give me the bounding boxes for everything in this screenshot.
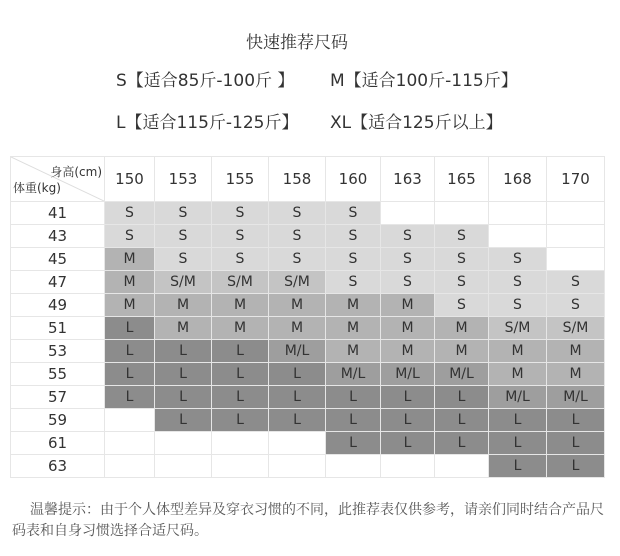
size-cell: L (435, 386, 489, 409)
size-cell: L (326, 386, 381, 409)
recommendation-m: M【适合100斤-115斤】 (330, 71, 518, 91)
size-cell: L (435, 432, 489, 455)
size-cell: S (547, 294, 605, 317)
size-cell: M (155, 294, 212, 317)
size-cell: M (326, 294, 381, 317)
size-cell: L (105, 317, 155, 340)
size-cell (489, 202, 547, 225)
size-cell: L (547, 455, 605, 478)
size-cell: L (269, 409, 326, 432)
size-cell: S (489, 271, 547, 294)
weight-label: 53 (11, 340, 105, 363)
table-row (11, 248, 605, 271)
height-header-160: 160 (326, 157, 381, 202)
size-cell: S (435, 271, 489, 294)
table-row (11, 202, 605, 225)
size-cell: S (547, 271, 605, 294)
size-cell: S (489, 294, 547, 317)
size-cell: S (269, 248, 326, 271)
size-cell (155, 432, 212, 455)
weight-label: 51 (11, 317, 105, 340)
table-row (11, 363, 605, 386)
header-row (11, 157, 605, 202)
size-cell: L (155, 386, 212, 409)
table-row (11, 271, 605, 294)
size-cell: S (381, 225, 435, 248)
size-cell: L (269, 386, 326, 409)
size-cell: S (105, 202, 155, 225)
size-cell: M/L (547, 386, 605, 409)
height-header-150: 150 (105, 157, 155, 202)
tip-note: 温馨提示：由于个人体型差异及穿衣习惯的不同，此推荐表仅供参考，请亲们同时结合产品尺码表和自身习惯选择合适尺码。 (12, 502, 604, 539)
size-cell: M (212, 317, 269, 340)
size-cell: L (381, 386, 435, 409)
size-cell: S (269, 202, 326, 225)
size-cell: S (269, 225, 326, 248)
size-cell: M (155, 317, 212, 340)
size-cell: S (381, 248, 435, 271)
size-cell: S/M (155, 271, 212, 294)
size-cell: S/M (547, 317, 605, 340)
size-cell: S (326, 271, 381, 294)
size-cell: M (212, 294, 269, 317)
size-cell (105, 409, 155, 432)
size-cell: S/M (212, 271, 269, 294)
size-cell: M (326, 317, 381, 340)
size-cell: S (489, 248, 547, 271)
size-cell: S (435, 248, 489, 271)
weight-label: 55 (11, 363, 105, 386)
size-cell: S (212, 248, 269, 271)
size-cell (547, 225, 605, 248)
size-cell: S (381, 271, 435, 294)
size-cell: S/M (489, 317, 547, 340)
size-cell: S (326, 202, 381, 225)
table-row (11, 455, 605, 478)
size-cell: L (489, 409, 547, 432)
size-cell: M/L (381, 363, 435, 386)
size-cell: M (105, 294, 155, 317)
recommendation-s: S【适合85斤-100斤 】 (116, 71, 295, 91)
size-cell: L (212, 409, 269, 432)
size-cell: L (381, 432, 435, 455)
size-cell (435, 202, 489, 225)
size-cell: M (326, 340, 381, 363)
page-title: 快速推荐尺码 (246, 33, 348, 53)
size-cell (435, 455, 489, 478)
size-cell: M (269, 294, 326, 317)
size-cell: S (212, 225, 269, 248)
size-cell: L (212, 386, 269, 409)
size-cell (547, 202, 605, 225)
size-cell: L (105, 340, 155, 363)
height-header-165: 165 (435, 157, 489, 202)
size-cell: M (489, 340, 547, 363)
size-cell: L (212, 340, 269, 363)
weight-label: 43 (11, 225, 105, 248)
size-cell: S (105, 225, 155, 248)
size-cell: L (155, 340, 212, 363)
weight-label: 63 (11, 455, 105, 478)
size-cell: M (489, 363, 547, 386)
height-header-155: 155 (212, 157, 269, 202)
table-row (11, 432, 605, 455)
size-cell: M (381, 340, 435, 363)
size-cell: M (381, 294, 435, 317)
table-row (11, 294, 605, 317)
size-cell (212, 432, 269, 455)
size-cell: S (155, 202, 212, 225)
size-cell: L (155, 409, 212, 432)
height-header-153: 153 (155, 157, 212, 202)
size-cell: L (326, 432, 381, 455)
height-axis-label: 身高(cm) (50, 165, 102, 179)
size-cell (105, 432, 155, 455)
size-cell: S (155, 248, 212, 271)
size-cell: L (381, 409, 435, 432)
size-cell: M/L (435, 363, 489, 386)
weight-axis-label: 体重(kg) (13, 181, 61, 195)
size-cell: M (269, 317, 326, 340)
size-cell: L (155, 363, 212, 386)
size-cell: L (489, 432, 547, 455)
size-cell: L (326, 409, 381, 432)
table-row (11, 386, 605, 409)
size-cell: M/L (326, 363, 381, 386)
size-cell: M (435, 340, 489, 363)
size-cell: S (435, 294, 489, 317)
height-header-163: 163 (381, 157, 435, 202)
height-header-168: 168 (489, 157, 547, 202)
size-cell: S/M (269, 271, 326, 294)
size-cell: S (435, 225, 489, 248)
table-row (11, 225, 605, 248)
size-cell: M (105, 271, 155, 294)
size-cell: L (547, 409, 605, 432)
weight-label: 41 (11, 202, 105, 225)
size-cell: L (105, 363, 155, 386)
weight-label: 45 (11, 248, 105, 271)
size-cell (269, 455, 326, 478)
size-cell: S (326, 248, 381, 271)
recommendation-xl: XL【适合125斤以上】 (330, 113, 503, 133)
size-chart-table (10, 156, 605, 478)
weight-label: 61 (11, 432, 105, 455)
size-cell: S (326, 225, 381, 248)
size-cell (326, 455, 381, 478)
size-cell: M (547, 363, 605, 386)
height-header-170: 170 (547, 157, 605, 202)
size-cell (105, 455, 155, 478)
size-cell (381, 455, 435, 478)
weight-label: 57 (11, 386, 105, 409)
table-row (11, 409, 605, 432)
corner-cell (11, 157, 105, 202)
size-cell: L (489, 455, 547, 478)
weight-label: 49 (11, 294, 105, 317)
size-cell (269, 432, 326, 455)
size-cell: M (547, 340, 605, 363)
recommendation-l: L【适合115斤-125斤】 (116, 113, 299, 133)
size-cell: L (435, 409, 489, 432)
size-cell (381, 202, 435, 225)
size-cell (212, 455, 269, 478)
weight-label: 47 (11, 271, 105, 294)
size-cell (489, 225, 547, 248)
size-cell: L (547, 432, 605, 455)
size-cell: L (105, 386, 155, 409)
size-cell: M (381, 317, 435, 340)
height-header-158: 158 (269, 157, 326, 202)
size-cell: S (155, 225, 212, 248)
size-cell (155, 455, 212, 478)
size-cell: S (212, 202, 269, 225)
size-cell: M (435, 317, 489, 340)
size-cell: L (269, 363, 326, 386)
weight-label: 59 (11, 409, 105, 432)
size-cell: M (105, 248, 155, 271)
size-cell (547, 248, 605, 271)
size-cell: M/L (269, 340, 326, 363)
size-cell: M/L (489, 386, 547, 409)
table-row (11, 340, 605, 363)
table-row (11, 317, 605, 340)
size-cell: L (212, 363, 269, 386)
